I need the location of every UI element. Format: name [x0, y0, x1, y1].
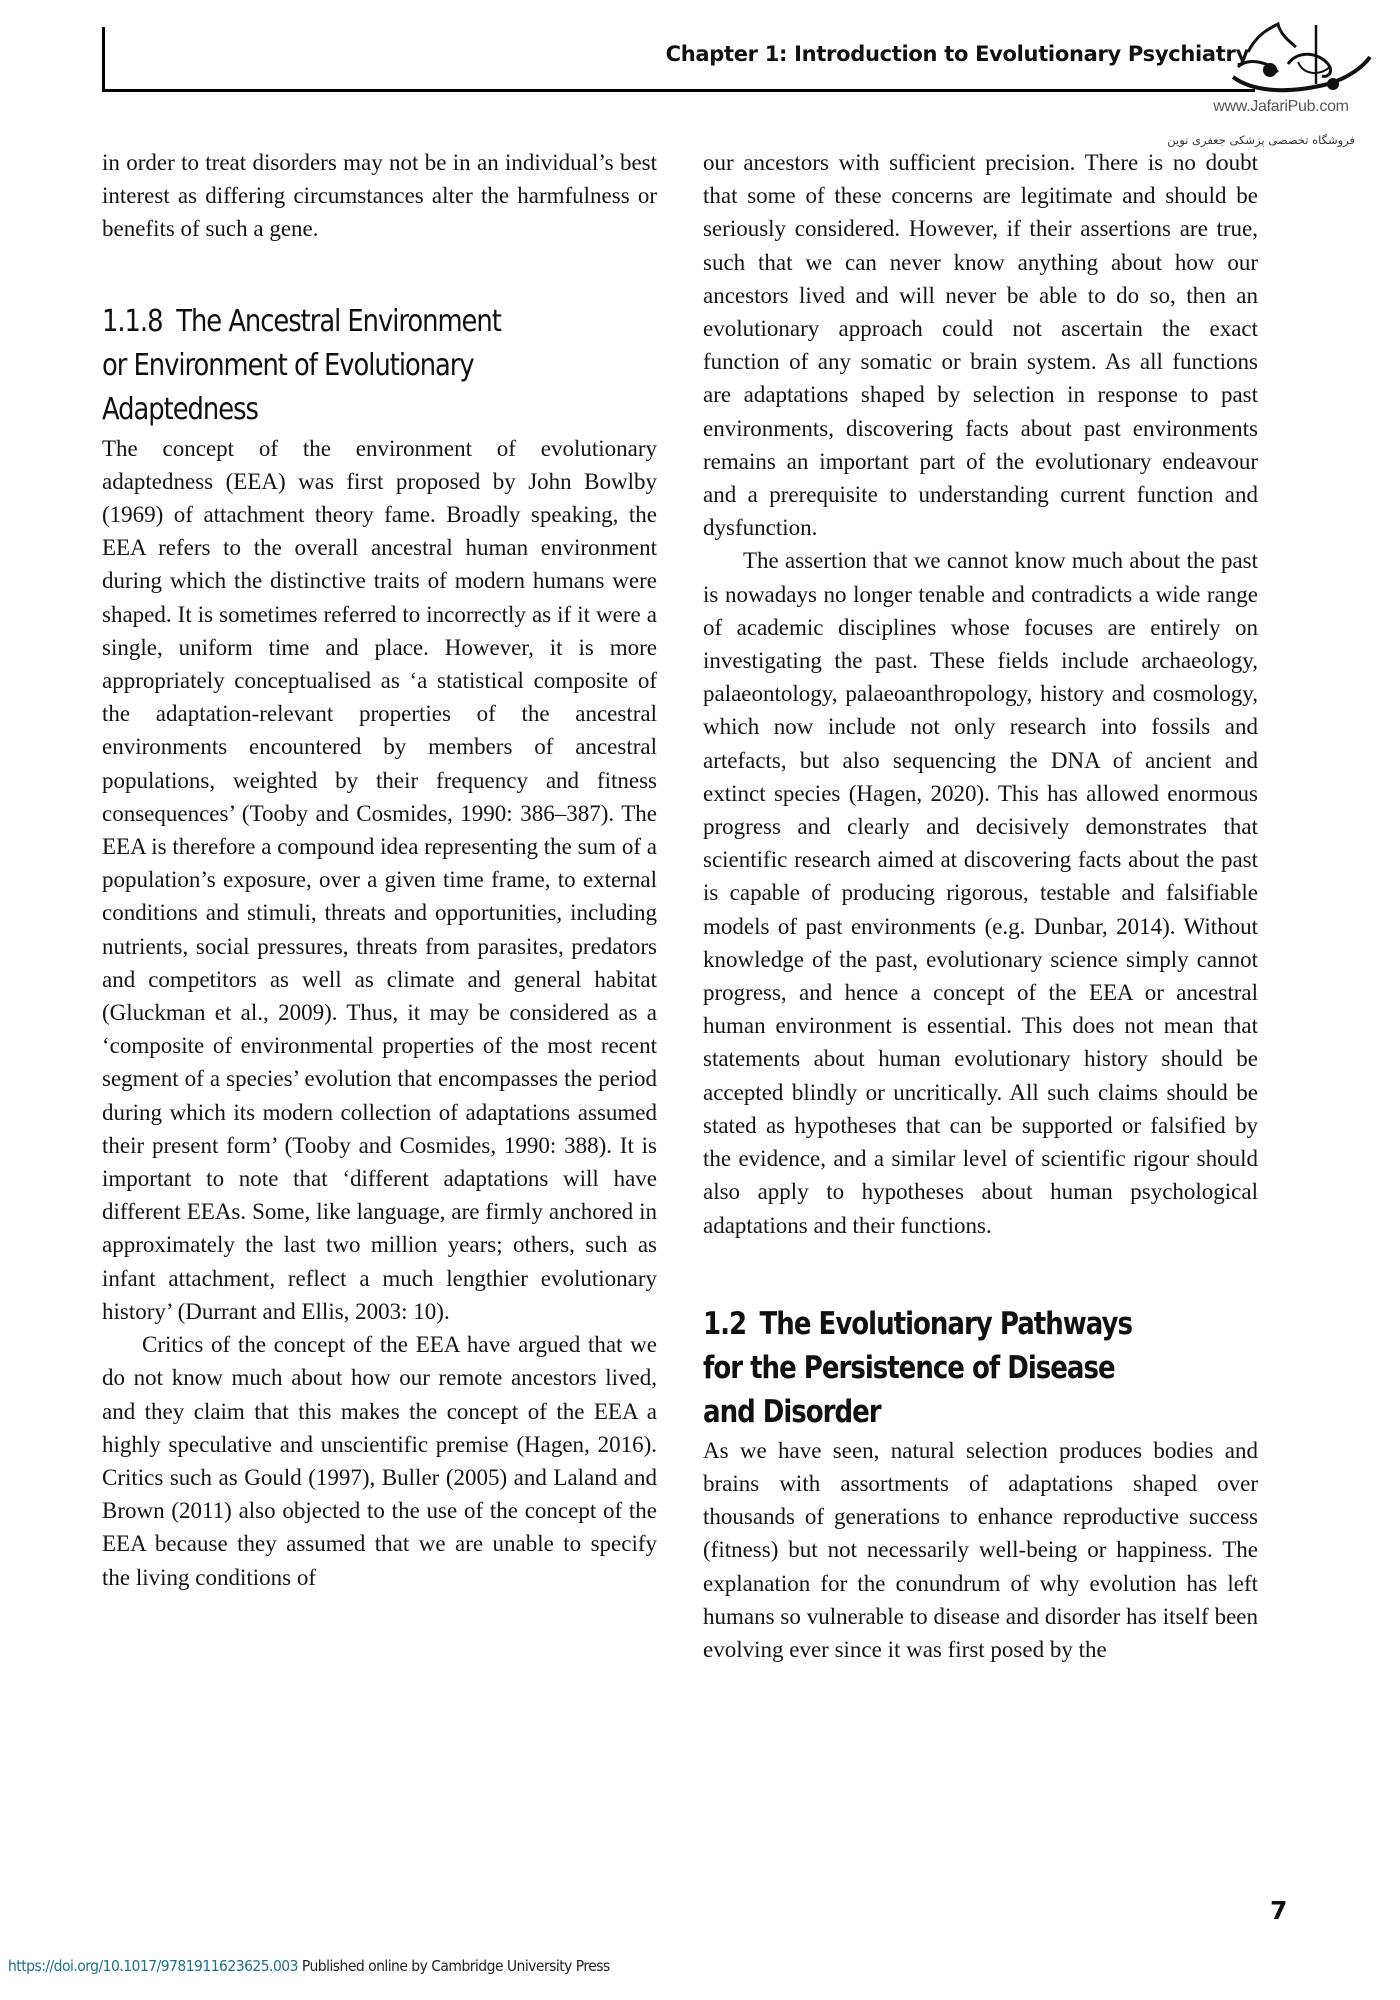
section-title-line: The Evolutionary Pathways	[759, 1305, 1133, 1342]
chapter-title: Chapter 1: Introduction to Evolutionary Psychiatry	[665, 42, 1249, 66]
left-column	[102, 146, 657, 1594]
section-heading-1-2	[703, 1302, 1343, 1434]
running-head	[102, 27, 1255, 92]
body-paragraph: The concept of the environment of evolutionary adaptedness (EEA) was first proposed by John Bowlby (1969) of attachment theory fame. Broadly speaking, the EEA refers to the overall ancestral human environment during which the distinctive traits of modern humans were shaped. It is sometimes referred to incorrectly as if it were a single, uniform time and place. However, it is more appropriately conceptualised as ‘a statistical composite of the adaptation-relevant properties of the ancestral environments encountered by members of ancestral populations, weighted by their frequency and fitness consequences’ (Tooby and Cosmides, 1990: 386–387). The EEA is therefore a compound idea representing the sum of a population’s exposure, over a given time frame, to external conditions and stimuli, threats and opportunities, including nutrients, social pressures, threats from parasites, predators and competitors as well as climate and general habitat (Gluckman et al., 2009). Thus, it may be considered as a ‘composite of environmental properties of the most recent segment of a species’ evolution that encompasses the period during which its modern collection of adaptations assumed their present form’ (Tooby and Cosmides, 1990: 388). It is important to note that ‘different adaptations will have different EEAs. Some, like language, are firmly anchored in approximately the last two million years; others, such as infant attachment, reflect a much lengthier evolutionary history’ (Durrant and Ellis, 2003: 10).	[102, 435, 657, 1324]
section-title-line: for the Persistence of Disease	[703, 1349, 1115, 1386]
right-column	[703, 146, 1258, 1666]
section-number: 1.1.8	[102, 303, 163, 339]
body-paragraph: The assertion that we cannot know much about the past is nowadays no longer tenable and contradicts a wide range of academic disciplines whose focuses are entirely on investigating the past. These fields include archaeology, palaeontology, palaeoanthropology, history and cosmology, which now include not only research into fossils and artefacts, but also sequencing the DNA of ancient and extinct species (Hagen, 2020). This has allowed enormous progress and clearly and decisively demonstrates that scientific research aimed at discovering facts about the past is capable of producing rigorous, testable and falsifiable models of past environments (e.g. Dunbar, 2014). Without knowledge of the past, evolutionary science simply cannot progress, and hence a concept of the EEA or ancestral human environment is essential. This does not mean that statements about human evolutionary history should be accepted blindly or uncritically. All such claims should be stated as hypotheses that can be supported or falsified by the evidence, and a similar level of scientific rigour should also apply to hypotheses about human psychological adaptations and their functions.	[703, 548, 1258, 1238]
watermark-url: www.JafariPub.com	[1213, 98, 1349, 115]
watermark-tagline: فروشگاه تخصصی پزشکی جعفری نوین	[1167, 133, 1355, 147]
section-number: 1.2	[703, 1305, 747, 1342]
jafaripub-logo-icon	[1178, 22, 1378, 102]
footer	[8, 1957, 610, 1975]
publisher-text: Published online by Cambridge University Press	[297, 1957, 610, 1975]
doi-link[interactable]: https://doi.org/10.1017/9781911623625.003	[8, 1957, 298, 1975]
section-title-line: Adaptedness	[102, 391, 258, 427]
intro-paragraph: in order to treat disorders may not be in an individual’s best interest as differing circumstances alter the harmfulness or benefits of such a gene.	[102, 150, 657, 242]
section-title-line: The Ancestral Environment	[176, 303, 501, 339]
section-title-line: or Environment of Evolutionary	[102, 347, 474, 383]
page-number: 7	[1270, 1896, 1288, 1925]
section-heading-1-1-8	[102, 300, 742, 432]
body-paragraph: Critics of the concept of the EEA have argued that we do not know much about how our remote ancestors lived, and they claim that this makes the concept of the EEA a highly speculative and unscientific premise (Hagen, 2016). Critics such as Gould (1997), Buller (2005) and Laland and Brown (2011) also objected to the use of the concept of the EEA because they assumed that we are unable to specify the living conditions of	[102, 1332, 657, 1590]
body-paragraph: our ancestors with sufficient precision. There is no doubt that some of these concerns are legitimate and should be seriously considered. However, if their assertions are true, such that we can never know anything about how our ancestors lived and will never be able to do so, then an evolutionary approach could not ascertain the exact function of any somatic or brain system. As all functions are adaptations shaped by selection in response to past environments, discovering facts about past environments remains an important part of the evolutionary endeavour and a prerequisite to understanding current function and dysfunction.	[703, 150, 1258, 541]
section-title-line: and Disorder	[703, 1393, 881, 1430]
body-paragraph: As we have seen, natural selection produces bodies and brains with assortments of adaptations shaped over thousands of generations to enhance reproductive success (fitness) but not necessarily well-being or happiness. The explanation for the conundrum of why evolution has left humans so vulnerable to disease and disorder has itself been evolving ever since it was first posed by the	[703, 1437, 1258, 1662]
